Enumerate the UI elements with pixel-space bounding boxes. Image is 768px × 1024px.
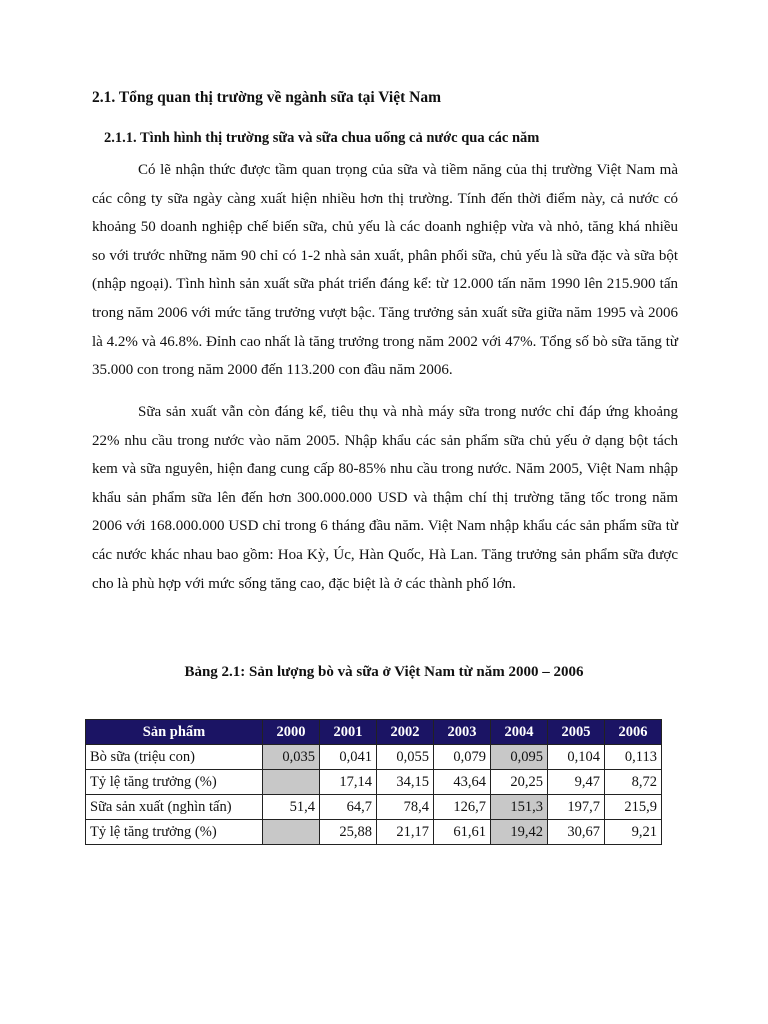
table-cell: 8,72 bbox=[605, 770, 662, 795]
paragraph-1: Có lẽ nhận thức được tầm quan trọng của sữa và tiềm năng của thị trường Việt Nam mà các công ty sữa ngày càng xuất hiện nhiều hơn thị trường. Tính đến thời điểm này, cả nước có khoảng 50 doanh nghiệp chế biến sữa, chủ yếu là các doanh nghiệp vừa và nhỏ, tăng khá nhiều so với trước những năm 90 chỉ có 1-2 nhà sản xuất, phân phối sữa, chủ yếu là sữa đặc và sữa bột (nhập ngoại). Tình hình sản xuất sữa phát triển đáng kể: từ 12.000 tấn năm 1990 lên 215.900 tấn trong năm 2006 với mức tăng trưởng vượt bậc. Tăng trưởng sản xuất sữa giữa năm 1995 và 2006 là 4.2% và 46.8%. Đỉnh cao nhất là tăng trưởng trong năm 2002 với 47%. Tổng số bò sữa tăng từ 35.000 con trong năm 2000 đến 113.200 con đầu năm 2006. bbox=[92, 162, 678, 379]
table-cell bbox=[263, 770, 320, 795]
row-label: Tỷ lệ tăng trưởng (%) bbox=[86, 820, 263, 845]
table-cell: 34,15 bbox=[377, 770, 434, 795]
section-heading: 2.1. Tổng quan thị trường về ngành sữa tại Việt Nam bbox=[92, 89, 442, 106]
table-row bbox=[86, 770, 662, 795]
production-table bbox=[85, 719, 662, 845]
table-cell: 0,041 bbox=[320, 745, 377, 770]
header-cell-year: 2003 bbox=[434, 720, 491, 745]
table-cell: 126,7 bbox=[434, 795, 491, 820]
table-cell: 9,47 bbox=[548, 770, 605, 795]
row-label: Sữa sản xuất (nghìn tấn) bbox=[86, 795, 263, 820]
table-cell: 0,095 bbox=[491, 745, 548, 770]
header-cell-year: 2004 bbox=[491, 720, 548, 745]
paragraph-2: Sữa sản xuất vẫn còn đáng kể, tiêu thụ và nhà máy sữa trong nước chỉ đáp ứng khoảng 22% nhu cầu trong nước vào năm 2005. Nhập khẩu các sản phẩm sữa chủ yếu ở dạng bột tách kem và sữa nguyên, hiện đang cung cấp 80-85% nhu cầu trong nước. Năm 2005, Việt Nam nhập khẩu sản phẩm sữa lên đến hơn 300.000.000 USD và thậm chí thị trường tăng tốc trong năm 2006 với 168.000.000 USD chỉ trong 6 tháng đầu năm. Việt Nam nhập khẩu các sản phẩm sữa từ các nước khác nhau bao gồm: Hoa Kỳ, Úc, Hàn Quốc, Hà Lan. Tăng trưởng sản phẩm sữa được cho là phù hợp với mức sống tăng cao, đặc biệt là ở các thành phố lớn. bbox=[92, 404, 678, 592]
table-cell: 78,4 bbox=[377, 795, 434, 820]
table-cell: 0,104 bbox=[548, 745, 605, 770]
table-cell: 25,88 bbox=[320, 820, 377, 845]
table-cell: 43,64 bbox=[434, 770, 491, 795]
table-cell: 0,055 bbox=[377, 745, 434, 770]
header-cell-year: 2005 bbox=[548, 720, 605, 745]
table-cell: 197,7 bbox=[548, 795, 605, 820]
table-row bbox=[86, 745, 662, 770]
table-cell: 17,14 bbox=[320, 770, 377, 795]
subsection-heading: 2.1.1. Tình hình thị trường sữa và sữa chua uống cả nước qua các năm bbox=[104, 130, 540, 146]
header-cell-year: 2001 bbox=[320, 720, 377, 745]
table-cell: 9,21 bbox=[605, 820, 662, 845]
table-cell: 0,113 bbox=[605, 745, 662, 770]
table-cell: 0,079 bbox=[434, 745, 491, 770]
table-cell: 151,3 bbox=[491, 795, 548, 820]
table-cell: 21,17 bbox=[377, 820, 434, 845]
header-cell-product: Sản phẩm bbox=[86, 720, 263, 745]
header-cell-year: 2006 bbox=[605, 720, 662, 745]
table-cell: 51,4 bbox=[263, 795, 320, 820]
table-cell: 61,61 bbox=[434, 820, 491, 845]
table-row bbox=[86, 820, 662, 845]
header-cell-year: 2002 bbox=[377, 720, 434, 745]
table-cell: 30,67 bbox=[548, 820, 605, 845]
table-cell: 215,9 bbox=[605, 795, 662, 820]
table-cell: 0,035 bbox=[263, 745, 320, 770]
table-caption: Bảng 2.1: Sản lượng bò và sữa ở Việt Nam từ năm 2000 – 2006 bbox=[184, 664, 584, 680]
table-cell: 64,7 bbox=[320, 795, 377, 820]
header-cell-year: 2000 bbox=[263, 720, 320, 745]
table-header-row bbox=[86, 720, 662, 745]
table-row bbox=[86, 795, 662, 820]
table-cell bbox=[263, 820, 320, 845]
table-cell: 20,25 bbox=[491, 770, 548, 795]
table-cell: 19,42 bbox=[491, 820, 548, 845]
row-label: Bò sữa (triệu con) bbox=[86, 745, 263, 770]
row-label: Tỷ lệ tăng trưởng (%) bbox=[86, 770, 263, 795]
